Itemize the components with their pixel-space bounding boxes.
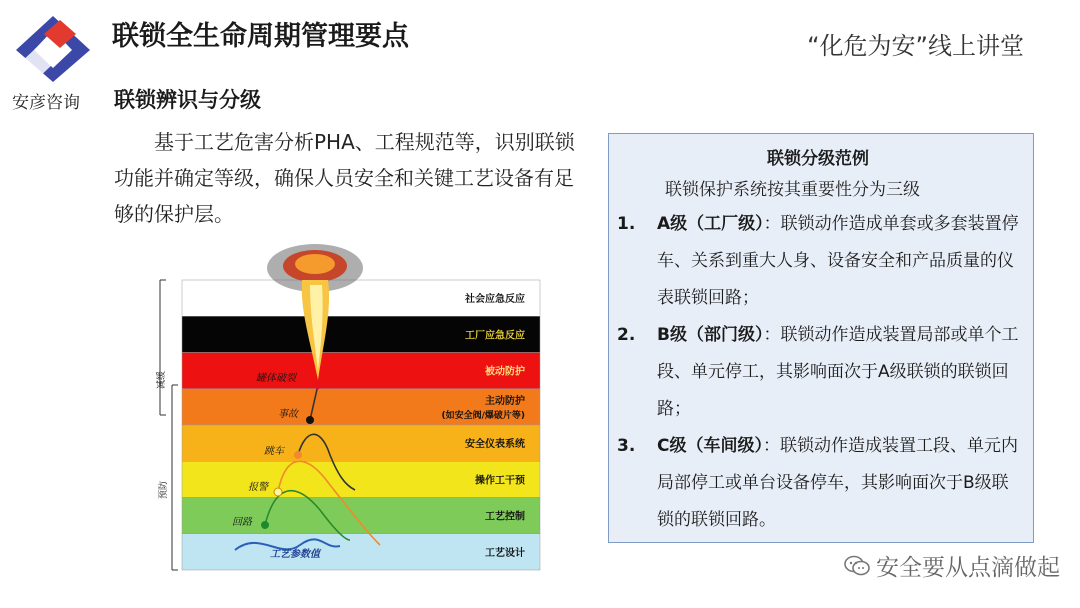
level-number: 3. [617,436,636,456]
layer-label: 工艺设计 [485,547,525,559]
layer-label: 主动防护 [485,395,525,407]
level-text: ：联锁动作造成装置工段、单元内局部停工或单台设备停车，其影响面次于B级联锁的联锁回路。 [657,436,1018,530]
point-label-alarm: 报警 [248,482,268,493]
level-item [617,317,1019,428]
level-text: ：联锁动作造成单套或多套装置停车、关系到重大人身、设备安全和产品质量的仪表联锁回路； [657,214,1019,308]
level-item [617,206,1019,317]
level-body [657,317,1019,428]
layer-label: 被动防护 [485,366,525,378]
box-intro: 联锁保护系统按其重要性分为三级 [665,180,920,200]
layer-label: 社会应急反应 [465,294,525,306]
company-logo-icon [14,14,92,84]
level-list [617,206,1019,539]
company-name: 安彦咨询 [12,93,80,113]
watermark [844,549,1060,582]
point-label-trip: 跳车 [264,446,284,457]
page-title: 联锁全生命周期管理要点 [112,21,409,52]
side-label-prevent: 预防 [159,480,169,500]
level-item [617,428,1019,539]
watermark-text: 安全要从点滴做起 [876,555,1060,581]
point-label-loop: 回路 [232,517,252,528]
slogan: “化危为安”线上讲堂 [807,32,1024,60]
section-subtitle: 联锁辨识与分级 [114,88,261,112]
param-label: 工艺参数值 [270,549,320,560]
layer-label: 操作工干预 [475,475,525,487]
level-number: 2. [617,325,636,345]
layer-label: 工艺控制 [485,511,525,523]
layer-label-sub: (如安全阀/爆破片等) [441,410,525,421]
point-label-accident: 事故 [278,409,298,420]
level-number: 1. [617,214,636,234]
protection-layers-figure [150,240,550,575]
level-body [657,428,1019,539]
layer-label: 安全仪表系统 [465,439,525,451]
layer-label: 工厂应急反应 [465,330,525,342]
box-title: 联锁分级范例 [767,149,869,169]
wechat-icon [844,555,870,577]
section-paragraph: 基于工艺危害分析PHA、工程规范等，识别联锁功能并确定等级，确保人员安全和关键工艺设备有足够的保护层。 [114,130,575,226]
side-label-mitigate: 减缓 [157,370,167,390]
level-name: C级（车间级） [657,436,763,456]
level-body [657,206,1019,317]
level-text: ：联锁动作造成装置局部或单个工段、单元停工，其影响面次于A级联锁的联锁回路； [657,325,1019,419]
level-name: A级（工厂级） [657,214,764,234]
point-label-burst: 罐体破裂 [256,373,296,384]
level-name: B级（部门级） [657,325,764,345]
classification-box [608,133,1034,543]
